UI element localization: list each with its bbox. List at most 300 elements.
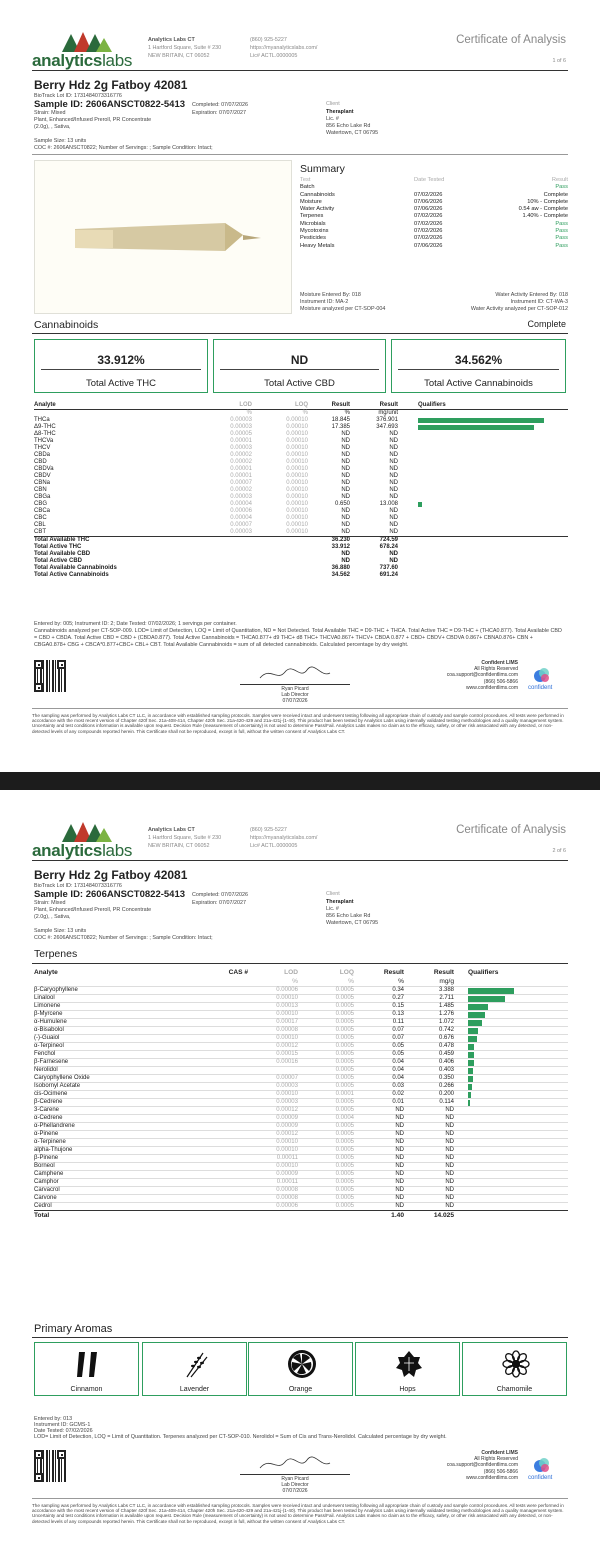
cas-value	[192, 1171, 248, 1179]
result-mg: ND	[445, 1131, 454, 1137]
analyte-name: Cedrol	[34, 1203, 52, 1209]
spacer	[398, 544, 418, 551]
cas-value	[192, 1099, 248, 1107]
loq-value: 0.0005	[335, 1131, 354, 1137]
total-mg: 14.025	[433, 1212, 454, 1219]
total-pct: 1.40	[391, 1212, 404, 1219]
lod-value: 0.00012	[276, 1043, 298, 1049]
result-bar	[418, 502, 422, 507]
summary-test: Terpenes	[300, 213, 324, 220]
terpene-table	[34, 968, 568, 1221]
summary-result: Pass	[555, 242, 568, 249]
lod-value: 0.00006	[230, 508, 252, 514]
qualifier-cell	[468, 1059, 568, 1067]
client-addr2: Watertown, CT 06795	[326, 130, 379, 136]
cannabinoid-row	[34, 494, 568, 501]
loq-value: 0.0005	[335, 1067, 354, 1073]
analyte-name: α-Phellandrene	[34, 1123, 75, 1129]
cannabinoid-total-row	[34, 558, 568, 565]
spacer	[454, 1011, 468, 1019]
qualifier-cell	[468, 1003, 568, 1011]
lod-value: 0.00003	[230, 494, 252, 500]
qualifier-cell	[468, 1123, 568, 1131]
result-mg: ND	[445, 1107, 454, 1113]
spacer	[252, 537, 308, 545]
support-email-link[interactable]: coa.support@confidentlims.com	[446, 672, 518, 679]
result-pct: ND	[341, 487, 350, 493]
summary-row	[300, 243, 568, 250]
support-email-link[interactable]: coa.support@confidentlims.com	[446, 1462, 518, 1469]
qualifier-cell	[418, 508, 568, 515]
spacer	[454, 1027, 468, 1035]
analyte-name: THCa	[34, 417, 50, 423]
result-mg: ND	[445, 1139, 454, 1145]
total-mg: ND	[389, 558, 398, 564]
summary-result: Pass	[555, 184, 568, 191]
result-mg: 3.388	[438, 987, 454, 993]
spacer	[398, 445, 418, 452]
spacer	[252, 565, 308, 572]
cannabinoid-total-row	[34, 544, 568, 551]
cas-value	[192, 1035, 248, 1043]
doc-title: Certificate of Analysis	[456, 34, 566, 46]
spacer	[454, 1139, 468, 1147]
cannabinoid-row	[34, 487, 568, 494]
signature-line	[240, 1474, 350, 1475]
cas-value	[192, 1011, 248, 1019]
confident-logo-icon	[534, 667, 550, 683]
result-pct: 0.05	[392, 1043, 404, 1049]
completed-date: Completed: 07/07/2026	[192, 892, 249, 898]
confident-wordmark: confident	[528, 1475, 553, 1481]
qr-code-icon[interactable]	[34, 660, 66, 692]
result-pct: ND	[341, 515, 350, 521]
qualifier-cell	[468, 1083, 568, 1091]
result-mg: 376.901	[376, 417, 398, 423]
lod-value: 0.00006	[276, 1203, 298, 1209]
summary-title: Summary	[300, 163, 345, 175]
analyte-name: THCV	[34, 445, 51, 451]
client-addr2: Watertown, CT 06795	[326, 920, 379, 926]
terpene-notes-3: Date Tested: 07/02/2026	[34, 1428, 93, 1434]
qualifier-cell	[468, 1195, 568, 1203]
loq-value: 0.0005	[335, 1027, 354, 1033]
analyte-name: α-Pinene	[34, 1131, 59, 1137]
result-bar	[468, 1068, 473, 1074]
result-mg: ND	[389, 494, 398, 500]
cas-value	[192, 1003, 248, 1011]
spacer	[196, 565, 252, 572]
terpene-row	[34, 1035, 568, 1043]
total-name: Total Active THC	[34, 544, 82, 550]
result-pct: ND	[395, 1147, 404, 1153]
qualifier-cell	[468, 1043, 568, 1051]
lod-value: 0.00011	[276, 1155, 298, 1161]
cas-value	[192, 1083, 248, 1091]
aroma-chamomile: Chamomile	[462, 1342, 567, 1396]
loq-value: 0.0005	[335, 987, 354, 993]
analyte-name: α-Bisabolol	[34, 1027, 64, 1033]
qualifier-cell	[418, 459, 568, 466]
spacer	[454, 1115, 468, 1123]
spacer	[398, 508, 418, 515]
loq-value: 0.00010	[286, 487, 308, 493]
client-addr1: 856 Echo Lake Rd	[326, 123, 371, 129]
loq-value: 0.0005	[335, 1187, 354, 1193]
result-pct: 0.07	[392, 1027, 404, 1033]
analyte-name: Linalool	[34, 995, 55, 1001]
result-mg: 1.485	[438, 1003, 454, 1009]
spacer	[398, 473, 418, 480]
cannabinoid-row	[34, 466, 568, 473]
loq-value: 0.00010	[286, 494, 308, 500]
loq-value: 0.00010	[286, 431, 308, 437]
loq-value: 0.00010	[286, 480, 308, 486]
product-photo	[34, 160, 292, 314]
cannabinoid-row	[34, 501, 568, 508]
analyte-name: alpha-Thujone	[34, 1147, 73, 1153]
cannabinoid-unit-row: % % % mg/unit	[246, 410, 398, 416]
spacer	[454, 995, 468, 1003]
terpene-notes-2: Instrument ID: GCMS-1	[34, 1422, 91, 1428]
summary-date: 07/06/2026	[414, 242, 443, 249]
lod-value: 0.00004	[230, 515, 252, 521]
logo-mark-icon	[62, 30, 112, 52]
result-pct: 0.01	[392, 1099, 404, 1105]
result-bar	[468, 1052, 474, 1058]
result-pct: ND	[341, 494, 350, 500]
analyte-name: Δ9-THC	[34, 424, 56, 430]
spacer	[418, 544, 568, 551]
total-name: Total Active CBD	[34, 558, 83, 564]
client-name: Theraplant	[326, 899, 354, 905]
cannabinoid-row	[34, 417, 568, 424]
confident-lims-info: Confident LIMS All Rights Reserved coa.support@confidentlims.com (866) 506-5866 www.confidentlims.com	[400, 1450, 518, 1481]
qualifier-cell	[468, 1035, 568, 1043]
loq-value: 0.00010	[286, 438, 308, 444]
spacer	[454, 1067, 468, 1075]
result-pct: 0.02	[392, 1091, 404, 1097]
result-mg: 347.693	[376, 424, 398, 430]
result-bar	[418, 418, 544, 423]
spacer	[454, 1075, 468, 1083]
spacer	[398, 431, 418, 438]
terpene-row	[34, 1203, 568, 1211]
cannabinoid-row	[34, 452, 568, 459]
lod-value: 0.00010	[276, 995, 298, 1001]
analyte-name: Isobornyl Acetate	[34, 1083, 81, 1089]
terpene-row	[34, 1059, 568, 1067]
cas-value	[192, 1155, 248, 1163]
spacer	[454, 1195, 468, 1203]
qualifier-cell	[418, 473, 568, 480]
terpene-row	[34, 1019, 568, 1027]
result-bar	[468, 988, 514, 994]
lod-value: 0.00010	[276, 1147, 298, 1153]
qualifier-cell	[418, 480, 568, 487]
cannabinoid-total-row	[34, 551, 568, 558]
spacer	[454, 1043, 468, 1051]
result-mg: ND	[389, 431, 398, 437]
qr-code-icon[interactable]	[34, 1450, 66, 1482]
spacer	[454, 1147, 468, 1155]
terpene-notes-4: LOD= Limit of Detection, LOQ = Limit of Quantitation. Terpenes analyzed per CT-SOP-010. Nerolidol = Sum of Cis and Trans-Nerolidol. Calculated percentage by dry weight.	[34, 1434, 447, 1440]
summary-test: Water Activity	[300, 206, 335, 213]
cas-value	[192, 1043, 248, 1051]
loq-value: 0.0005	[335, 1203, 354, 1209]
result-mg: 13.008	[379, 501, 398, 507]
moisture-entered: Moisture Entered By: 018	[300, 292, 361, 298]
lab-website-link[interactable]: https://myanalyticslabs.com/	[250, 45, 318, 51]
result-mg: 0.403	[438, 1067, 454, 1073]
result-mg: ND	[389, 529, 398, 535]
terpene-row	[34, 1163, 568, 1171]
divider	[32, 333, 568, 334]
terpene-row	[34, 1099, 568, 1107]
terpene-row	[34, 1115, 568, 1123]
summary-header-row: Test Date Tested Result	[300, 177, 568, 183]
terpene-row	[34, 1043, 568, 1051]
wa-instrument: Instrument ID: CT-WA-3	[510, 299, 568, 305]
loq-value: 0.0005	[335, 1059, 354, 1065]
lod-value: 0.00002	[230, 452, 252, 458]
cannabinoid-header-row: Analyte LOD LOQ Result Result Qualifiers	[34, 402, 568, 410]
spacer	[454, 1155, 468, 1163]
spacer	[398, 487, 418, 494]
total-active-cannabinoids-box: 34.562% Total Active Cannabinoids	[391, 339, 566, 393]
spacer	[252, 551, 308, 558]
spacer	[196, 544, 252, 551]
result-pct: ND	[395, 1139, 404, 1145]
spacer	[196, 551, 252, 558]
spacer	[454, 1035, 468, 1043]
cas-value	[192, 1203, 248, 1211]
lod-value: 0.00003	[230, 529, 252, 535]
result-pct: ND	[395, 1163, 404, 1169]
analyte-name: cis-Ocimene	[34, 1091, 68, 1097]
result-mg: 0.459	[438, 1051, 454, 1057]
cannabinoid-total-row	[34, 565, 568, 572]
result-pct: ND	[395, 1123, 404, 1129]
coa-page-1	[0, 0, 600, 772]
spacer	[252, 558, 308, 565]
product-type: (2.0g), , Sativa,	[34, 124, 71, 130]
qualifier-cell	[468, 1163, 568, 1171]
result-pct: ND	[395, 1195, 404, 1201]
result-pct: 0.07	[392, 1035, 404, 1041]
result-mg: ND	[445, 1195, 454, 1201]
summary-date: 07/02/2026	[414, 191, 443, 198]
cannabinoid-table	[34, 402, 568, 579]
qualifier-cell	[468, 1203, 568, 1211]
spacer	[454, 1203, 468, 1211]
confident-website-link[interactable]: www.confidentlims.com	[466, 1474, 518, 1481]
cas-value	[192, 1163, 248, 1171]
loq-value: 0.0005	[335, 1171, 354, 1177]
summary-row	[300, 184, 568, 191]
aroma-lavender: Lavender	[142, 1342, 247, 1396]
biotrack-id: BioTrack Lot ID: 1731484073316776	[34, 93, 122, 99]
summary-row	[300, 206, 568, 213]
summary-result: 10% - Complete	[527, 198, 568, 205]
result-pct: 0.27	[392, 995, 404, 1001]
qualifier-cell	[468, 1155, 568, 1163]
spacer	[468, 1211, 568, 1222]
qualifier-cell	[468, 1027, 568, 1035]
result-bar	[468, 996, 505, 1002]
loq-value: 0.00010	[286, 501, 308, 507]
spacer	[454, 1163, 468, 1171]
wa-sop: Water Activity analyzed per CT-SOP-012	[470, 306, 568, 312]
result-pct: ND	[341, 438, 350, 444]
spacer	[454, 1131, 468, 1139]
spacer	[196, 572, 252, 579]
analyte-name: CBDa	[34, 452, 51, 458]
result-pct: ND	[341, 445, 350, 451]
loq-value: 0.00010	[286, 459, 308, 465]
qualifier-cell	[418, 452, 568, 459]
lod-value: 0.00013	[276, 1003, 298, 1009]
analyte-name: Carvone	[34, 1195, 57, 1201]
result-pct: 17.385	[331, 424, 350, 430]
loq-value: 0.0005	[335, 1035, 354, 1041]
summary-test: Moisture	[300, 198, 322, 205]
result-mg: 0.478	[438, 1043, 454, 1049]
qualifier-cell	[468, 1171, 568, 1179]
spacer	[454, 1211, 468, 1222]
terpene-row	[34, 1123, 568, 1131]
cas-value	[192, 1195, 248, 1203]
analyte-name: Limonene	[34, 1003, 61, 1009]
cas-value	[192, 1123, 248, 1131]
spacer	[398, 551, 418, 558]
result-mg: ND	[445, 1179, 454, 1185]
confident-wordmark: confident	[528, 685, 553, 691]
result-bar	[468, 1084, 472, 1090]
lod-value: 0.00007	[230, 480, 252, 486]
loq-value: 0.00010	[286, 452, 308, 458]
cas-value	[192, 1179, 248, 1187]
result-mg: ND	[389, 522, 398, 528]
result-mg: ND	[445, 1171, 454, 1177]
result-mg: 0.350	[438, 1075, 454, 1081]
spacer	[398, 466, 418, 473]
summary-date: 07/02/2026	[414, 235, 443, 242]
spacer	[398, 515, 418, 522]
lod-value: 0.00008	[276, 1195, 298, 1201]
spacer	[418, 558, 568, 565]
result-pct: ND	[395, 1171, 404, 1177]
terpene-header-row: Analyte CAS # LOD LOQ Result Result Qualifiers	[34, 969, 499, 976]
result-pct: ND	[341, 508, 350, 514]
summary-result: Complete	[543, 191, 568, 198]
cas-value	[192, 1075, 248, 1083]
aroma-cinnamon: Cinnamon	[34, 1342, 139, 1396]
client-lic: Lic. #	[326, 116, 339, 122]
spacer	[454, 1083, 468, 1091]
loq-value: 0.0005	[335, 1163, 354, 1169]
lod-value: 0.00003	[230, 417, 252, 423]
summary-test: Heavy Metals	[300, 242, 335, 249]
cas-value	[192, 1139, 248, 1147]
product-name: Berry Hdz 2g Fatboy 42081	[34, 78, 188, 92]
wa-entered: Water Activity Entered By: 018	[495, 292, 568, 298]
result-pct: ND	[395, 1107, 404, 1113]
analyte-name: CBCa	[34, 508, 51, 514]
spacer	[398, 480, 418, 487]
analyte-name: CBG	[34, 501, 48, 507]
result-pct: 0.03	[392, 1083, 404, 1089]
lod-value: 0.00010	[276, 1091, 298, 1097]
lab-website-link[interactable]: https://myanalyticslabs.com/	[250, 835, 318, 841]
lod-value: 0.00010	[276, 1163, 298, 1169]
signature-line	[240, 684, 350, 685]
cas-value	[192, 1067, 248, 1075]
loq-value: 0.0005	[335, 1155, 354, 1161]
confident-website-link[interactable]: www.confidentlims.com	[466, 684, 518, 691]
divider	[32, 154, 568, 155]
lod-value: 0.00002	[230, 459, 252, 465]
aromas-title: Primary Aromas	[34, 1323, 113, 1335]
cas-value	[192, 1019, 248, 1027]
summary-date	[414, 184, 490, 191]
terpene-row	[34, 1051, 568, 1059]
spacer	[248, 1211, 298, 1222]
qualifier-cell	[468, 995, 568, 1003]
cannabinoid-row	[34, 459, 568, 466]
result-mg: 1.276	[438, 1011, 454, 1017]
lavender-icon	[181, 1349, 211, 1379]
analyte-name: Δ8-THC	[34, 431, 56, 437]
summary-table	[300, 177, 568, 250]
aroma-orange: Orange	[248, 1342, 353, 1396]
result-pct: ND	[341, 452, 350, 458]
summary-date: 07/02/2026	[414, 220, 443, 227]
loq-value: 0.0001	[335, 1091, 354, 1097]
lod-value: 0.00007	[230, 522, 252, 528]
terpene-row	[34, 1139, 568, 1147]
lod-value: 0.00003	[276, 1099, 298, 1105]
result-mg: 1.072	[438, 1019, 454, 1025]
loq-value: 0.0005	[335, 1083, 354, 1089]
qualifier-cell	[468, 1067, 568, 1075]
result-bar	[468, 1100, 470, 1106]
spacer	[398, 565, 418, 572]
analyte-name: β-Pinene	[34, 1155, 59, 1161]
spacer	[418, 537, 568, 545]
result-pct: 0.34	[392, 987, 404, 993]
sample-id: Sample ID: 2606ANSCT0822-5413	[34, 889, 186, 900]
terpene-row	[34, 1091, 568, 1099]
divider	[32, 1498, 568, 1499]
qualifier-cell	[468, 1147, 568, 1155]
signer-block: Ryan Picard Lab Director 07/07/2026	[281, 686, 309, 704]
terpene-row	[34, 995, 568, 1003]
loq-value: 0.0005	[335, 1195, 354, 1201]
result-pct: ND	[395, 1131, 404, 1137]
lod-value: 0.00015	[276, 1051, 298, 1057]
spacer	[454, 987, 468, 995]
lod-value: 0.00005	[230, 431, 252, 437]
analyte-name: CBL	[34, 522, 46, 528]
analyte-name: 3-Carene	[34, 1107, 60, 1113]
analyte-name: CBDVa	[34, 466, 54, 472]
analyte-name: CBT	[34, 529, 46, 535]
terpene-row	[34, 1131, 568, 1139]
spacer	[418, 565, 568, 572]
result-pct: 0.04	[392, 1067, 404, 1073]
lod-value: 0.00001	[230, 466, 252, 472]
